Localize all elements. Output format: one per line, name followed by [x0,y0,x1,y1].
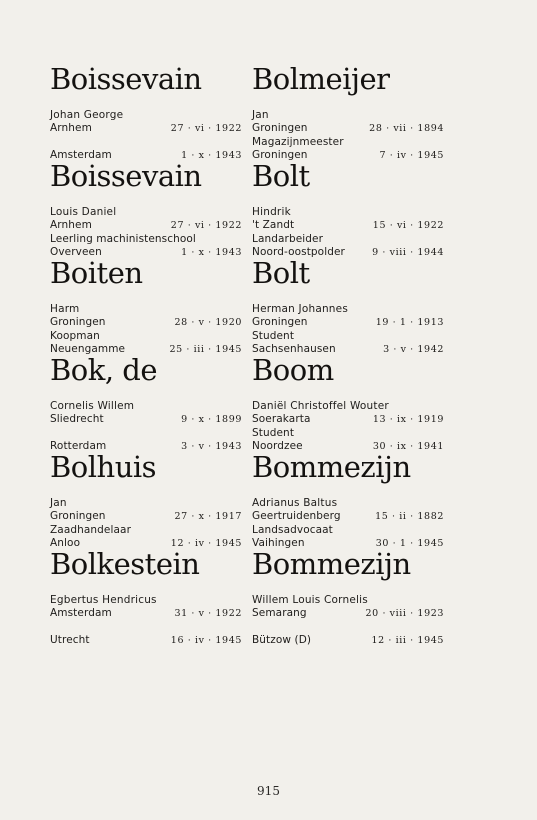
entry-date: 7 · iv · 1945 [379,150,444,161]
entry-row [50,316,242,330]
entry [252,62,444,159]
entry-date: 28 · v · 1920 [174,317,242,328]
entry-surname: Bommezijn [252,547,411,581]
entry [50,450,242,547]
entry-row [50,510,242,524]
entry-given-names: Daniël Christoffel Wouter [252,400,389,412]
entry-given-names: Jan [252,109,269,121]
entry-place: Bützow (D) [252,633,312,646]
entry-surname: Boissevain [50,159,202,193]
entry-date: 12 · iii · 1945 [371,634,444,646]
entry-place: Zaadhandelaar [50,523,131,536]
entry-place: Amsterdam [50,607,112,619]
entry-place: Geertruidenberg [252,510,341,522]
entry [50,62,242,159]
left-column [50,62,242,644]
entry-date: 3 · v · 1942 [383,344,444,355]
right-column [252,62,444,644]
entry-row [252,607,444,621]
entry-place: Semarang [252,607,307,619]
entry-date: 30 · ix · 1941 [372,441,444,452]
entry-surname: Bolt [252,159,310,193]
entry-surname: Bok, de [50,353,158,387]
entry-place: Groningen [252,149,308,161]
entry-row [252,634,444,648]
entry [252,450,444,547]
entry-date: 30 · 1 · 1945 [375,538,444,549]
entry-row [50,122,242,136]
page-number: 915 [257,784,280,798]
entry-row [252,330,444,344]
entry-place: Leerling machinistenschool [50,232,196,245]
entry-date: 27 · x · 1917 [174,511,242,522]
entry-place: Rotterdam [50,439,107,452]
entry-place: Arnhem [50,122,92,134]
entry-date: 12 · iv · 1945 [170,538,242,549]
entry-given-names: Egbertus Hendricus [50,594,157,606]
entry-place: Amsterdam [50,148,112,161]
entry-date: 9 · x · 1899 [181,414,242,425]
entry-given-names: Jan [50,497,67,509]
entry-place: Landsadvocaat [252,523,333,536]
entry-row [252,219,444,233]
entry [252,353,444,450]
entry-place: Arnhem [50,219,92,231]
entry-row [252,524,444,538]
entry-given-names: Adrianus Baltus [252,497,338,509]
entry-date: 27 · vi · 1922 [170,123,242,134]
entry-row [50,219,242,233]
entry-date: 1 · x · 1943 [181,149,242,161]
entry [50,256,242,353]
entry-date: 27 · vi · 1922 [170,220,242,231]
entry-given-names: Herman Johannes [252,303,348,315]
entry-place: Noord-oostpolder [252,246,345,258]
entry-place: Magazijnmeester [252,135,344,148]
entry-place: Neuengamme [50,343,126,355]
entry-place: Groningen [50,510,106,522]
entry-place: Landarbeider [252,232,324,245]
entry-place: Noordzee [252,440,303,452]
entry-date: 15 · ii · 1882 [375,511,444,522]
entry-given-names: Cornelis Willem [50,400,135,412]
entry-date: 16 · iv · 1945 [170,634,242,646]
entry-surname: Bolmeijer [252,62,390,96]
entry-given-names: Johan George [50,109,124,121]
entry-given-names: Harm [50,303,80,315]
entry-date: 31 · v · 1922 [174,608,242,619]
entry-row [50,413,242,427]
entry [50,159,242,256]
entry-place: Groningen [50,316,106,328]
entry-place: Utrecht [50,633,90,646]
entry-place: Koopman [50,329,100,342]
entry-date: 15 · vi · 1922 [372,220,444,231]
entry-row [50,233,242,247]
entry-row [252,427,444,441]
entry [252,159,444,256]
entry-place: Anloo [50,537,81,549]
entry-date: 3 · v · 1943 [181,440,242,452]
entry-row [252,233,444,247]
entry-place: Groningen [252,316,308,328]
entry-surname: Boissevain [50,62,202,96]
entry-row [252,316,444,330]
entry-row [50,524,242,538]
entry-place: Vaihingen [252,537,305,549]
entry-date: 9 · viii · 1944 [372,247,444,258]
entry-row [50,634,242,648]
entry [252,547,444,644]
entry-given-names: Willem Louis Cornelis [252,594,368,606]
entry-surname: Bolt [252,256,310,290]
entry-row [252,122,444,136]
entry-row [252,510,444,524]
entry-place: Student [252,329,295,342]
entry-row [50,607,242,621]
entry-place: 't Zandt [252,219,295,231]
entry-given-names: Louis Daniel [50,206,117,218]
entry-place: Sliedrecht [50,413,104,425]
entry-given-names: Hindrik [252,206,291,218]
entry-surname: Boiten [50,256,143,290]
entry-row [252,136,444,150]
entry-date: 1 · x · 1943 [181,247,242,258]
entry-surname: Bolkestein [50,547,200,581]
entry-date: 20 · viii · 1923 [365,608,444,619]
entry-row [50,330,242,344]
entry-date: 28 · vii · 1894 [369,123,444,134]
entry-place: Student [252,426,295,439]
entry-row [252,413,444,427]
entry-date: 13 · ix · 1919 [372,414,444,425]
entry [252,256,444,353]
entry-place: Sachsenhausen [252,343,336,355]
entry-surname: Bolhuis [50,450,157,484]
entry-date: 25 · iii · 1945 [169,344,242,355]
entry [50,547,242,644]
entry-date: 19 · 1 · 1913 [375,317,444,328]
entry [50,353,242,450]
entry-place: Overveen [50,246,102,258]
entry-place: Groningen [252,122,308,134]
entry-place: Soerakarta [252,413,311,425]
entry-surname: Bommezijn [252,450,411,484]
entry-surname: Boom [252,353,334,387]
